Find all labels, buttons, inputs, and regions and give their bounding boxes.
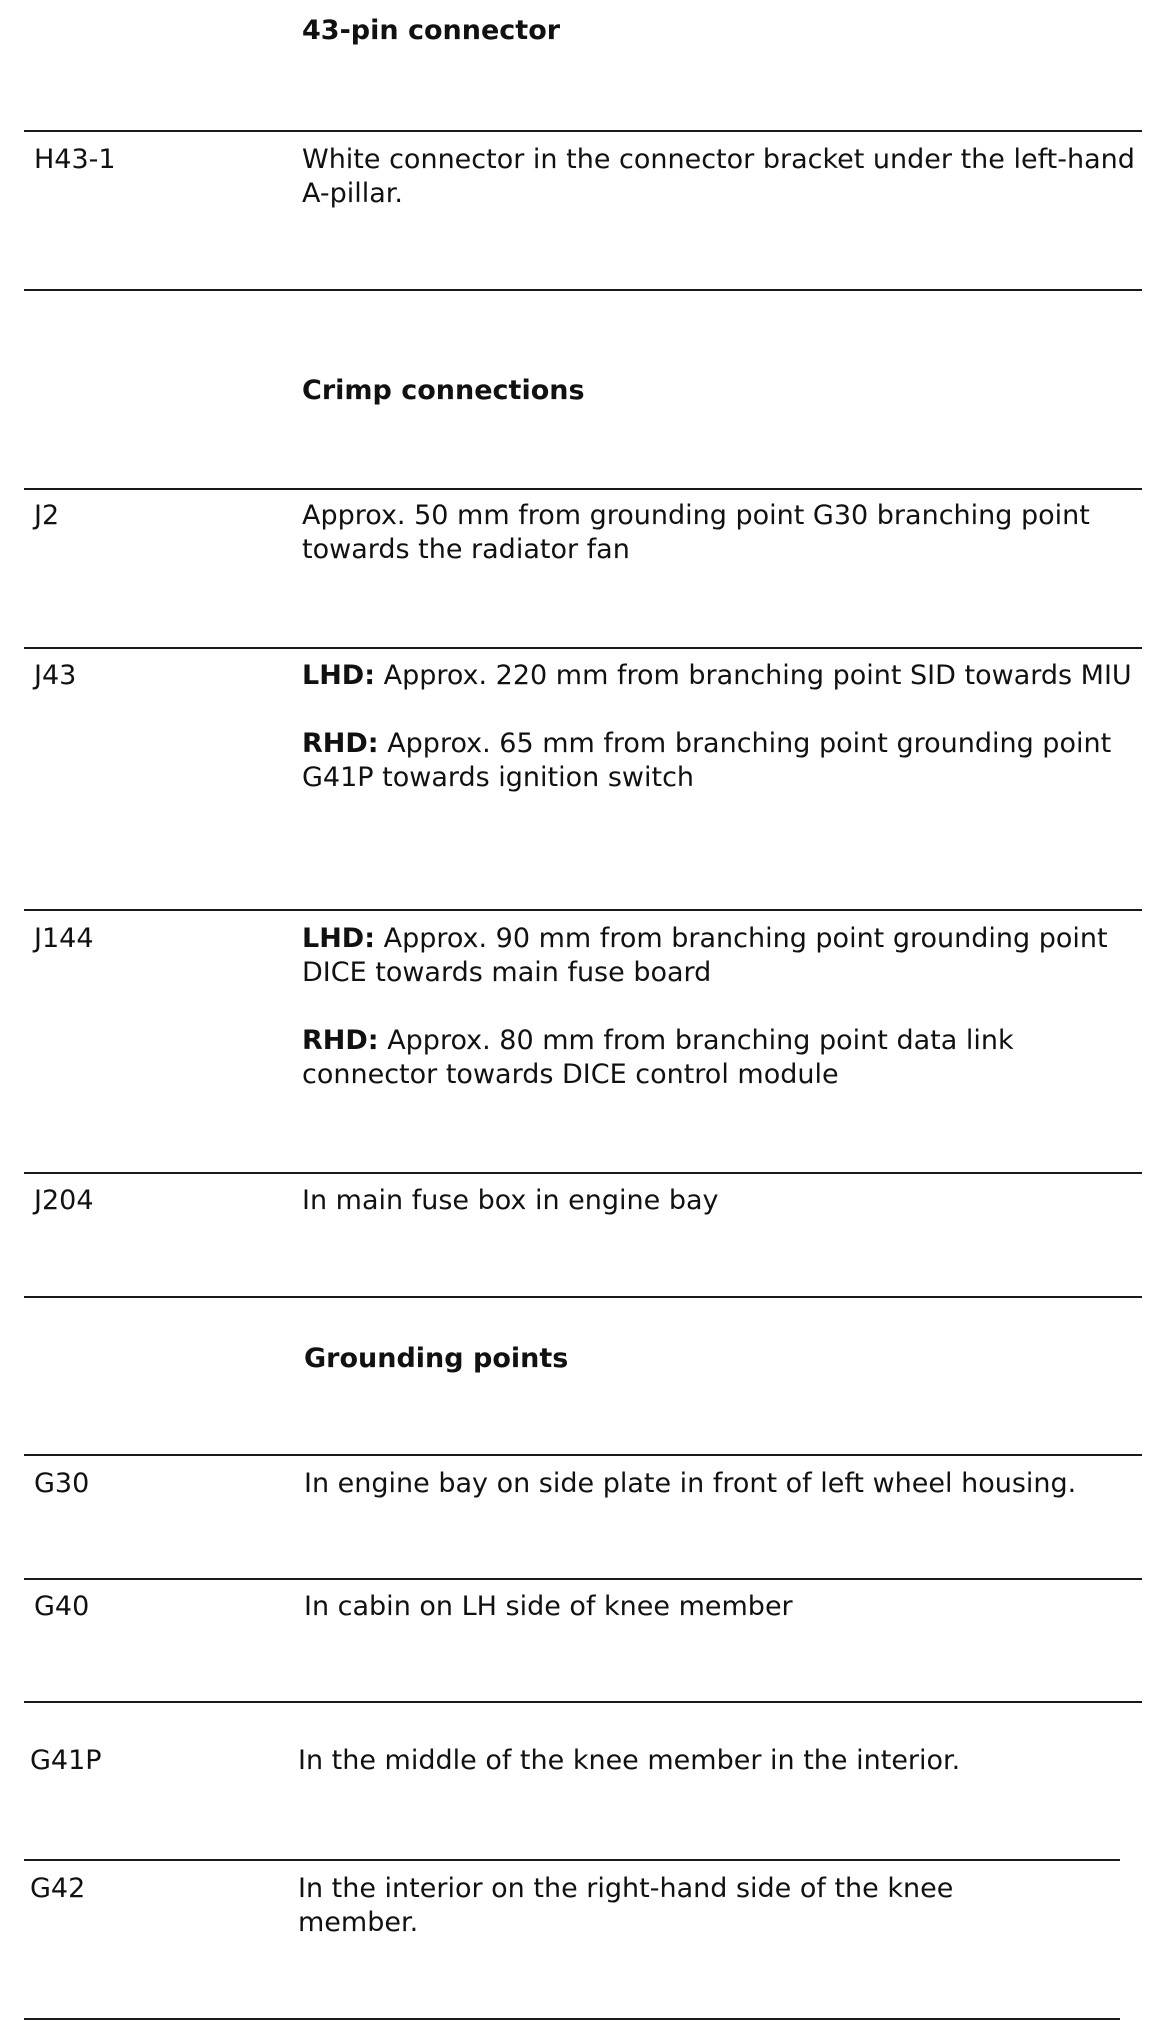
table-divider (24, 2018, 1120, 2020)
row-description-j43 (302, 659, 1142, 795)
section-heading-grounding-points: Grounding points (304, 1343, 569, 1374)
table-divider (24, 647, 1142, 649)
table-divider (24, 488, 1142, 490)
description-text: White connector in the connector bracket under the left-hand A-pillar. (302, 144, 1135, 209)
description-text: In the middle of the knee member in the interior. (298, 1745, 961, 1776)
row-description-g30 (304, 1467, 1144, 1501)
row-code-j204: J204 (34, 1185, 94, 1216)
row-description-j2 (302, 499, 1142, 567)
table-divider (24, 1578, 1142, 1580)
row-description-j144 (302, 922, 1142, 1092)
description-text: Approx. 50 mm from grounding point G30 branching point towards the radiator fan (302, 500, 1090, 565)
table-divider (24, 289, 1142, 291)
table-divider (24, 1701, 1142, 1703)
row-code-g42: G42 (30, 1873, 86, 1904)
row-code-g30: G30 (34, 1468, 90, 1499)
table-divider (24, 1454, 1142, 1456)
row-description-g40 (304, 1590, 1144, 1624)
lhd-label: LHD: (302, 923, 376, 954)
description-text: In main fuse box in engine bay (302, 1185, 719, 1216)
row-description-g42 (298, 1872, 1058, 1940)
description-text: Approx. 65 mm from branching point grounding point G41P towards ignition switch (302, 728, 1112, 793)
row-code-g40: G40 (34, 1591, 90, 1622)
table-divider (24, 1296, 1142, 1298)
rhd-label: RHD: (302, 1025, 379, 1056)
description-text: In the interior on the right-hand side of the knee member. (298, 1873, 954, 1938)
lhd-label: LHD: (302, 660, 376, 691)
row-description-j204 (302, 1184, 1142, 1218)
row-code-j43: J43 (34, 660, 77, 691)
description-text: Approx. 80 mm from branching point data link connector towards DICE control module (302, 1025, 1014, 1090)
row-description-h43-1 (302, 143, 1142, 211)
table-divider (24, 909, 1142, 911)
description-text: Approx. 220 mm from branching point SID towards MIU (375, 660, 1132, 691)
description-text: Approx. 90 mm from branching point grounding point DICE towards main fuse board (302, 923, 1108, 988)
description-text: In cabin on LH side of knee member (304, 1591, 793, 1622)
section-heading-crimp-connections: Crimp connections (302, 375, 585, 406)
description-text: In engine bay on side plate in front of left wheel housing. (304, 1468, 1077, 1499)
row-code-j144: J144 (34, 923, 94, 954)
section-heading-43-pin-connector: 43-pin connector (302, 15, 561, 46)
rhd-label: RHD: (302, 728, 379, 759)
row-code-g41p: G41P (30, 1745, 102, 1776)
row-code-j2: J2 (34, 500, 60, 531)
table-divider (24, 1859, 1120, 1861)
table-divider (24, 1172, 1142, 1174)
row-code-h43-1: H43-1 (34, 144, 116, 175)
table-divider (24, 130, 1142, 132)
row-description-g41p (298, 1744, 1138, 1778)
